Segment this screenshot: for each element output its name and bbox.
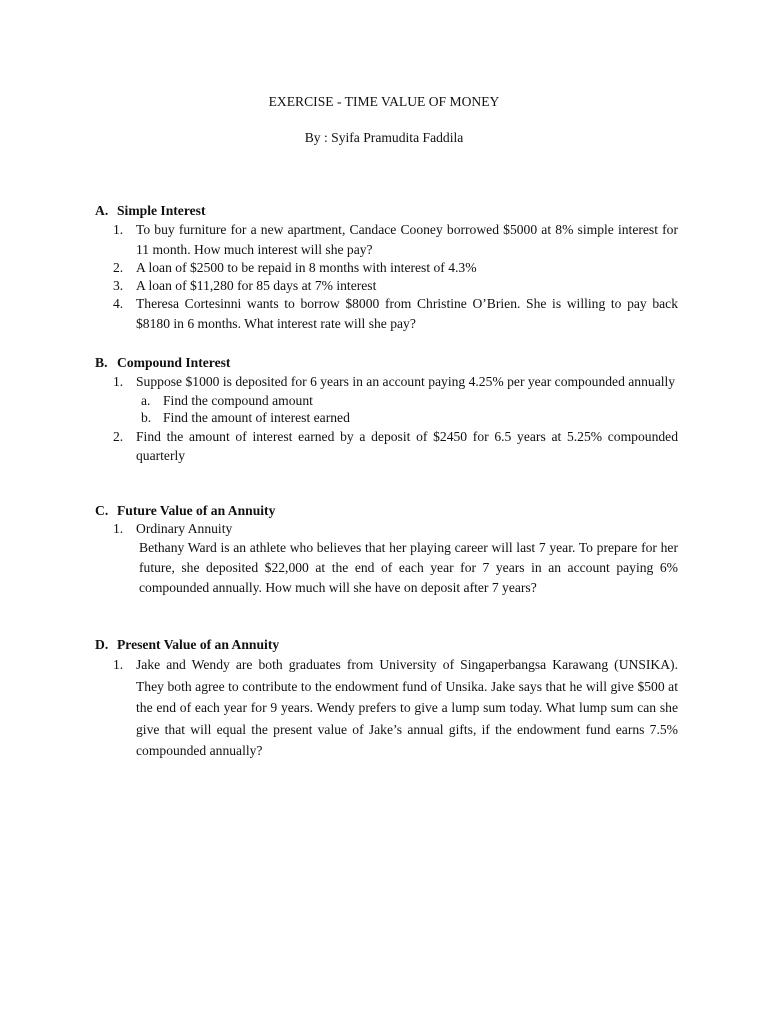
sub-item [95,392,678,410]
list-item [95,259,678,277]
list-item [95,372,678,392]
section-title: Simple Interest [117,203,206,218]
item-number: 2. [113,260,124,275]
section-letter: A. [95,203,109,218]
section-simple-interest [95,202,678,333]
section-letter: C. [95,503,109,518]
sub-item-letter: a. [141,392,151,408]
section-heading [95,502,678,520]
item-text: Theresa Cortesinni wants to borrow $8000 from Christine O’Brien. She is willing to pay back $8180 in 6 months. What interest rate will she pay? [136,296,678,331]
problem-paragraph: Bethany Ward is an athlete who believes that her playing career will last 7 year. To prepare for her future, she deposited $22,000 at the end of each year for 7 years in an account paying 6% compounded annually. How much will she have on deposit after 7 years? [139,540,678,596]
item-number: 1. [113,657,124,672]
section-present-value-annuity [95,636,678,762]
item-text: A loan of $2500 to be repaid in 8 months with interest of 4.3% [136,260,477,275]
item-text: Find the amount of interest earned by a deposit of $2450 for 6.5 years at 5.25% compounded quarterly [136,428,678,463]
document-title: EXERCISE - TIME VALUE OF MONEY [268,94,500,109]
list-item [95,520,678,538]
section-heading [95,202,678,220]
item-text: To buy furniture for a new apartment, Candace Cooney borrowed $5000 at 8% simple interest for 11 month. How much interest will she pay? [136,222,678,257]
list-item [95,654,678,762]
item-number: 1. [113,374,124,389]
section-heading [95,354,678,372]
list-item [95,294,678,333]
list-item [95,220,678,259]
document-author: By : Syifa Pramudita Faddila [304,130,464,145]
item-number: 1. [113,222,124,237]
section-letter: B. [95,355,108,370]
section-compound-interest [95,354,678,466]
sub-item-text: Find the compound amount [163,392,313,408]
section-title: Future Value of an Annuity [117,503,276,518]
section-title: Present Value of an Annuity [117,637,280,652]
section-letter: D. [95,637,109,652]
sub-item-text: Find the amount of interest earned [163,410,350,425]
item-number: 1. [113,521,124,536]
item-number: 4. [113,296,124,311]
sub-item [95,409,678,427]
section-future-value-annuity [95,502,678,599]
item-text: A loan of $11,280 for 85 days at 7% interest [136,277,377,293]
sub-item-letter: b. [141,410,152,425]
item-text: Ordinary Annuity [136,521,233,536]
item-number: 3. [113,277,124,293]
section-heading [95,636,678,654]
list-item [95,427,678,466]
item-text: Jake and Wendy are both graduates from University of Singaperbangsa Karawang (UNSIKA). They both agree to contribute to the endowment fund of Unsika. Jake says that he will give $500 at the end of each year for 9 years. Wendy prefers to give a lump sum today. What lump sum can she give that will equal the present value of Jake’s annual gifts, if the endowment fund earns 7.5% compounded annually? [136,657,678,759]
list-item [95,277,678,295]
section-title: Compound Interest [117,355,231,370]
item-text: Suppose $1000 is deposited for 6 years in an account paying 4.25% per year compounded annually [136,374,676,389]
item-number: 2. [113,428,124,444]
